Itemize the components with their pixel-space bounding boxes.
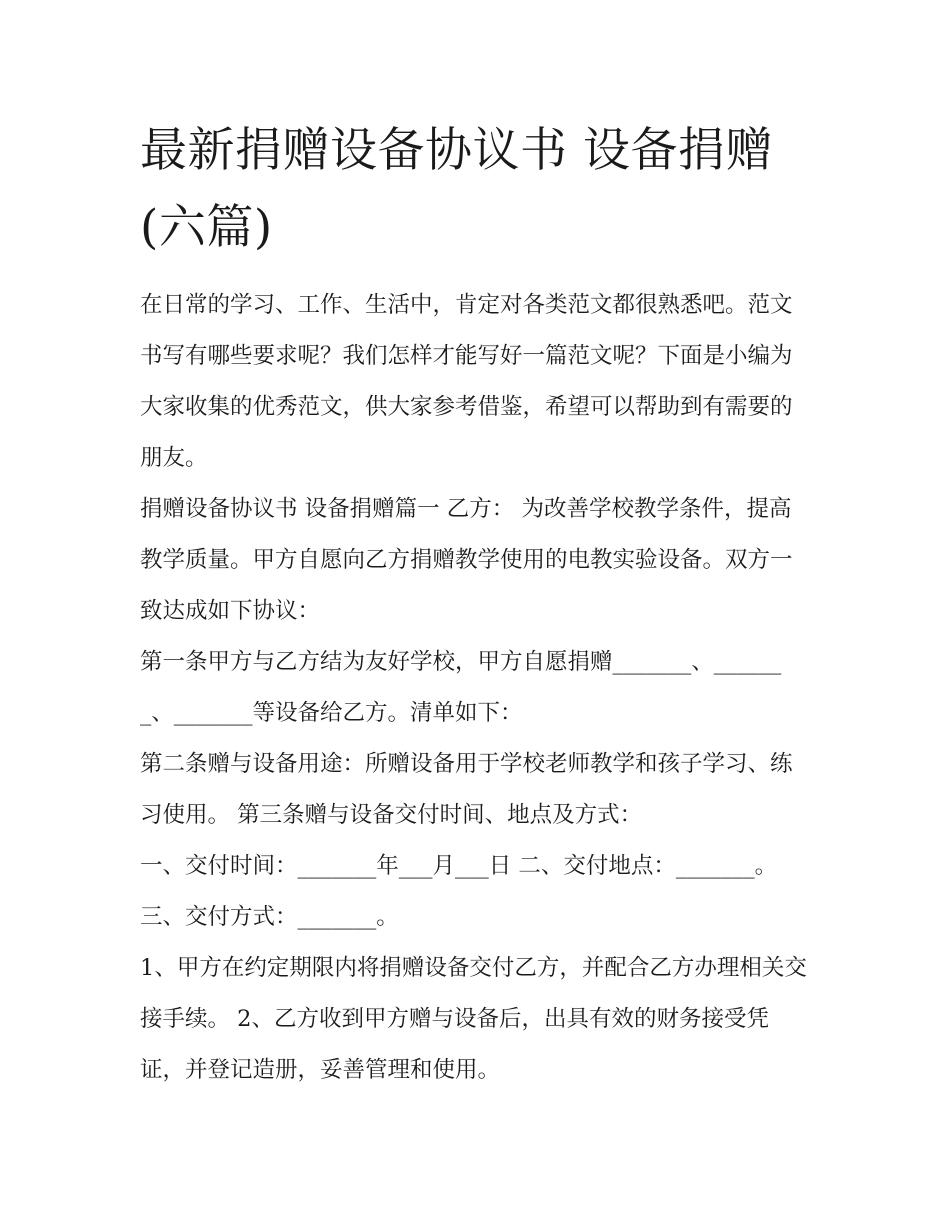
paragraph-article-1: 第一条甲方与乙方结为友好学校，甲方自愿捐赠_______、_______、_______等设备给乙方。清单如下：	[140, 649, 782, 726]
paragraph-intro: 在日常的学习、工作、生活中，肯定对各类范文都很熟悉吧。范文书写有哪些要求呢？我们怎样才能写好一篇范文呢？下面是小编为大家收集的优秀范文，供大家参考借鉴，希望可以帮助到有需要的朋友。	[140, 292, 793, 471]
document-body	[140, 112, 812, 1096]
paragraph-obligations: 1、甲方在约定期限内将捐赠设备交付乙方，并配合乙方办理相关交接手续。 2、乙方收到甲方赠与设备后，出具有效的财务接受凭证，并登记造册，妥善管理和使用。	[140, 955, 807, 1083]
paragraph-article-2-3: 第二条赠与设备用途：所赠设备用于学校老师教学和孩子学习、练习使用。 第三条赠与设备交付时间、地点及方式：	[140, 751, 793, 828]
document-title: 最新捐赠设备协议书 设备捐赠(六篇)	[140, 123, 773, 255]
paragraph-preamble: 捐赠设备协议书 设备捐赠篇一 乙方： 为改善学校教学条件，提高教学质量。甲方自愿向乙方捐赠教学使用的电教实验设备。双方一致达成如下协议：	[140, 496, 793, 624]
paragraph-delivery-terms: 一、交付时间：_______年___月___日 二、交付地点：_______。 三、交付方式：_______。	[140, 853, 778, 930]
